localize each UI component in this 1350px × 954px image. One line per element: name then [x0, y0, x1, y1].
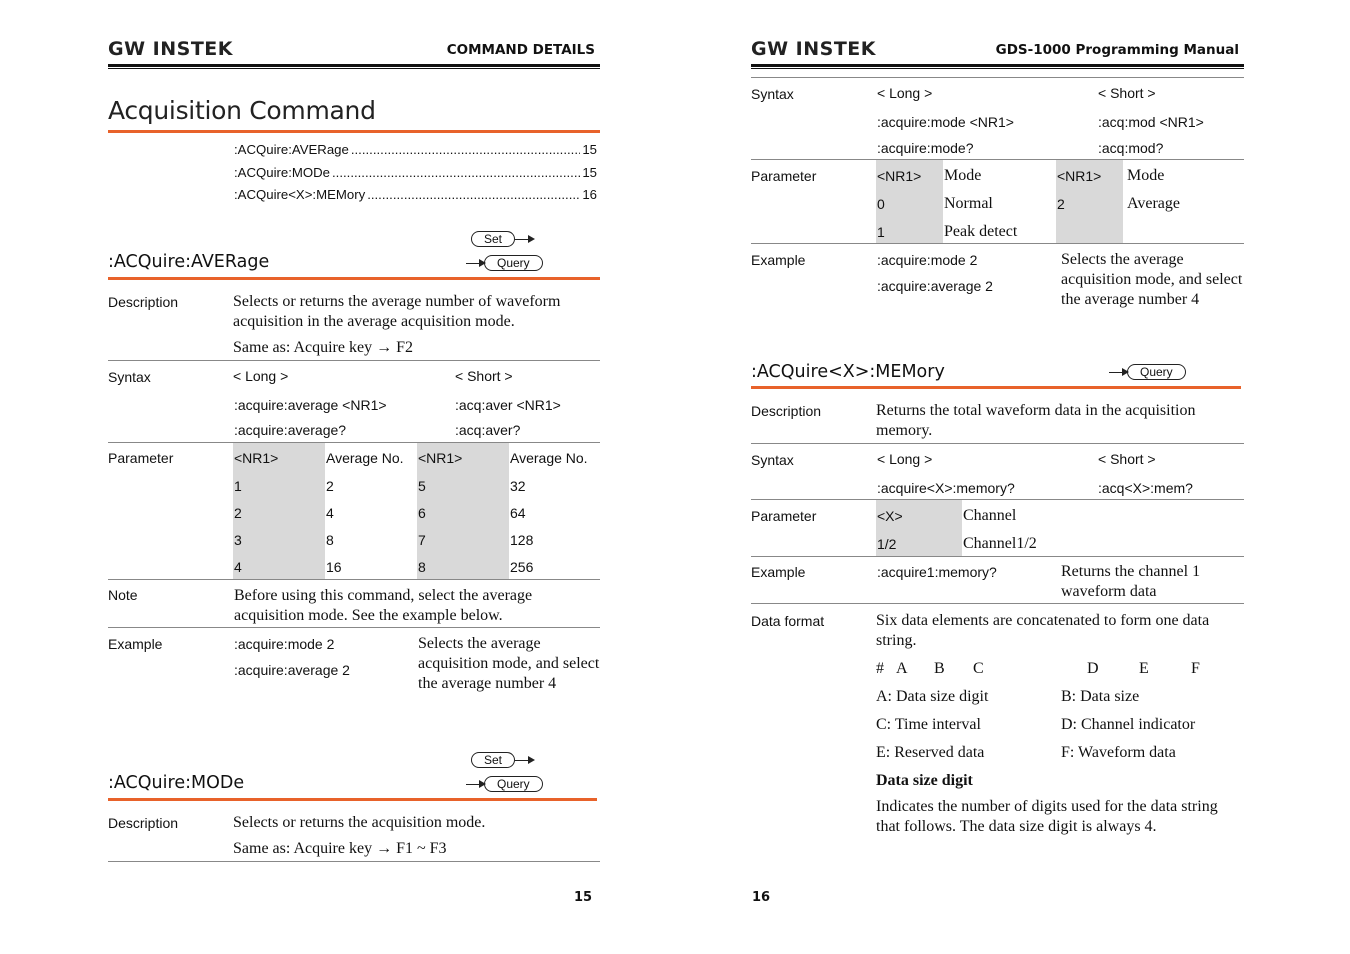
row-divider: [108, 360, 600, 361]
param-cell: 2: [234, 505, 242, 521]
row-divider: [751, 603, 1244, 604]
example-label: Example: [108, 636, 163, 652]
syntax-short-2: :acq:mod?: [1098, 140, 1164, 156]
table-of-contents: [234, 142, 597, 210]
section-underline: [751, 386, 1241, 389]
description-text: Selects or returns the acquisition mode.: [233, 814, 486, 831]
note-text: Before using this command, select the average acquisition mode. See the example below.: [234, 587, 533, 624]
format-definition: F: Waveform data: [1061, 744, 1176, 761]
toc-entry[interactable]: [234, 142, 597, 165]
format-letter: B: [934, 660, 945, 677]
syntax-long-head: < Long >: [877, 451, 933, 467]
set-pill: Set: [471, 231, 515, 247]
param-cell: 0: [877, 196, 885, 212]
section-underline: [108, 277, 600, 280]
row-divider: [751, 159, 1244, 160]
brand-logo: GW INSTEK: [751, 38, 876, 60]
brand-logo: GW INSTEK: [108, 38, 233, 60]
param-cell: Average: [1127, 195, 1180, 212]
toc-label: :ACQuire:AVERage: [234, 142, 349, 157]
syntax-long-2: :acquire:mode?: [877, 140, 974, 156]
param-cell: 6: [418, 505, 426, 521]
format-definition: A: Data size digit: [876, 688, 989, 705]
toc-page: 16: [582, 187, 597, 202]
param-cell: 3: [234, 532, 242, 548]
toc-page: 15: [582, 164, 597, 180]
page-title: Acquisition Command: [108, 96, 376, 125]
description-text: Selects or returns the average number of waveform acquisition in the average acquisition mode.: [233, 293, 561, 330]
param-cell: 32: [510, 478, 526, 494]
param-cell: 4: [326, 505, 334, 521]
data-size-digit-heading: Data size digit: [876, 772, 973, 789]
set-pill: Set: [471, 752, 515, 768]
section-heading-average: :ACQuire:AVERage: [108, 252, 270, 272]
syntax-long-1: :acquire<X>:memory?: [877, 480, 1015, 496]
query-pill: Query: [1127, 364, 1186, 380]
param-head: <NR1>: [234, 450, 279, 466]
syntax-short-head: < Short >: [1098, 451, 1156, 467]
format-letter: C: [973, 660, 984, 677]
example-description: Returns the channel 1 waveform data: [1061, 563, 1201, 600]
row-divider: [751, 556, 1244, 557]
section-heading-mode: :ACQuire:MODe: [108, 773, 245, 793]
syntax-long-1: :acquire:mode <NR1>: [877, 114, 1014, 130]
format-hash: #: [876, 660, 884, 677]
set-badge: [471, 231, 533, 247]
example-line-2: :acquire:average 2: [877, 278, 993, 294]
param-cell: 7: [418, 532, 426, 548]
param-cell: 64: [510, 505, 526, 521]
arrow-right-icon: [515, 239, 533, 240]
param-head: Average No.: [326, 450, 404, 466]
syntax-short-head: < Short >: [455, 368, 513, 384]
query-pill: Query: [484, 255, 543, 271]
param-cell: 1: [234, 478, 242, 494]
row-divider: [108, 627, 600, 628]
note-label: Note: [108, 587, 138, 603]
example-label: Example: [751, 252, 806, 268]
param-cell: 1/2: [877, 536, 897, 552]
arrow-right-icon: [1109, 372, 1127, 373]
parameter-label: Parameter: [751, 168, 817, 184]
syntax-short-1: :acq:aver <NR1>: [455, 397, 561, 413]
param-head: <X>: [877, 508, 903, 524]
header-rule-thin: [751, 68, 1244, 69]
param-cell: Channel1/2: [963, 535, 1037, 552]
syntax-long-head: < Long >: [233, 368, 289, 384]
format-letter: E: [1139, 660, 1149, 677]
format-letter: F: [1191, 660, 1200, 677]
syntax-long-2: :acquire:average?: [234, 422, 347, 438]
example-line-1: :acquire1:memory?: [877, 564, 997, 580]
arrow-right-icon: [466, 784, 484, 785]
param-head: Mode: [1127, 167, 1165, 184]
format-definition: E: Reserved data: [876, 744, 985, 761]
section-underline: [108, 798, 597, 801]
row-divider: [751, 443, 1244, 444]
title-underline: [108, 130, 600, 133]
row-divider: [108, 442, 600, 443]
toc-leader: [367, 187, 580, 202]
param-cell: 16: [326, 559, 342, 575]
syntax-short-1: :acq:mod <NR1>: [1098, 114, 1204, 130]
toc-label: :ACQuire:MODe: [234, 164, 330, 180]
row-divider: [108, 861, 600, 862]
param-head: <NR1>: [877, 168, 922, 184]
format-definition: C: Time interval: [876, 716, 981, 733]
toc-label: :ACQuire<X>:MEMory: [234, 187, 366, 202]
param-cell: 8: [326, 532, 334, 548]
arrow-right-icon: [515, 760, 533, 761]
param-cell: 4: [234, 559, 242, 575]
format-definition: D: Channel indicator: [1061, 716, 1196, 733]
left-page: [108, 0, 600, 954]
param-cell: 5: [418, 478, 426, 494]
toc-page: 15: [582, 142, 597, 157]
row-divider: [108, 579, 600, 580]
format-definition: B: Data size: [1061, 688, 1140, 705]
header-rule-thin: [108, 68, 600, 69]
syntax-long-1: :acquire:average <NR1>: [234, 397, 387, 413]
right-page: [751, 0, 1244, 954]
header-rule: [108, 64, 600, 67]
example-description: Selects the average acquisition mode, and select the average number 4: [418, 635, 600, 692]
param-head: Mode: [944, 167, 982, 184]
format-letter: A: [896, 660, 908, 677]
toc-entry[interactable]: [234, 187, 597, 210]
description-label: Description: [108, 815, 179, 831]
param-cell: Peak detect: [944, 223, 1018, 240]
running-header: GDS-1000 Programming Manual: [995, 42, 1239, 58]
description-text: Returns the total waveform data in the acquisition memory.: [876, 402, 1196, 439]
row-divider: [751, 243, 1244, 244]
param-cell: 128: [510, 532, 534, 548]
header-rule: [751, 64, 1244, 67]
param-head: <NR1>: [418, 450, 463, 466]
param-cell: 256: [510, 559, 534, 575]
example-description: Selects the average acquisition mode, and select the average number 4: [1061, 251, 1243, 308]
param-cell: 2: [326, 478, 334, 494]
query-badge: [466, 776, 543, 792]
param-cell: 8: [418, 559, 426, 575]
row-divider: [751, 499, 1244, 500]
running-header: COMMAND DETAILS: [446, 42, 595, 58]
arrow-right-icon: [466, 263, 484, 264]
query-badge: [466, 255, 543, 271]
parameter-label: Parameter: [108, 450, 174, 466]
syntax-short-2: :acq:aver?: [455, 422, 521, 438]
param-head: <NR1>: [1057, 168, 1102, 184]
page-number: 15: [574, 890, 593, 905]
data-size-digit-text: Indicates the number of digits used for the data string that follows. The data size digit is always 4.: [876, 798, 1218, 835]
param-cell: 2: [1057, 196, 1065, 212]
description-label: Description: [751, 403, 822, 419]
example-label: Example: [751, 564, 806, 580]
syntax-short-1: :acq<X>:mem?: [1098, 480, 1193, 496]
toc-leader: [351, 142, 580, 157]
description-label: Description: [108, 294, 179, 310]
param-head: Channel: [963, 507, 1017, 524]
format-letter: D: [1087, 660, 1099, 677]
toc-leader: [332, 165, 580, 180]
toc-entry[interactable]: [234, 165, 597, 188]
example-line-1: :acquire:mode 2: [234, 636, 335, 652]
data-format-label: Data format: [751, 613, 825, 629]
section-heading-memory: :ACQuire<X>:MEMory: [751, 362, 945, 382]
same-as-text: Same as: Acquire key → F1 ~ F3: [233, 840, 447, 857]
param-cell: Normal: [944, 195, 993, 212]
data-format-intro: Six data elements are concatenated to form one data string.: [876, 612, 1210, 649]
example-line-2: :acquire:average 2: [234, 662, 350, 678]
page-number: 16: [752, 890, 771, 905]
syntax-label: Syntax: [751, 452, 794, 468]
set-badge: [471, 752, 533, 768]
parameter-label: Parameter: [751, 508, 817, 524]
syntax-long-head: < Long >: [877, 85, 933, 101]
example-line-1: :acquire:mode 2: [877, 252, 978, 268]
param-head: Average No.: [510, 450, 588, 466]
query-pill: Query: [484, 776, 543, 792]
row-divider: [751, 77, 1244, 78]
param-cell: 1: [877, 224, 885, 240]
syntax-label: Syntax: [108, 369, 151, 385]
query-badge: [1109, 364, 1186, 380]
syntax-label: Syntax: [751, 86, 794, 102]
syntax-short-head: < Short >: [1098, 85, 1156, 101]
same-as-text: Same as: Acquire key → F2: [233, 339, 413, 356]
